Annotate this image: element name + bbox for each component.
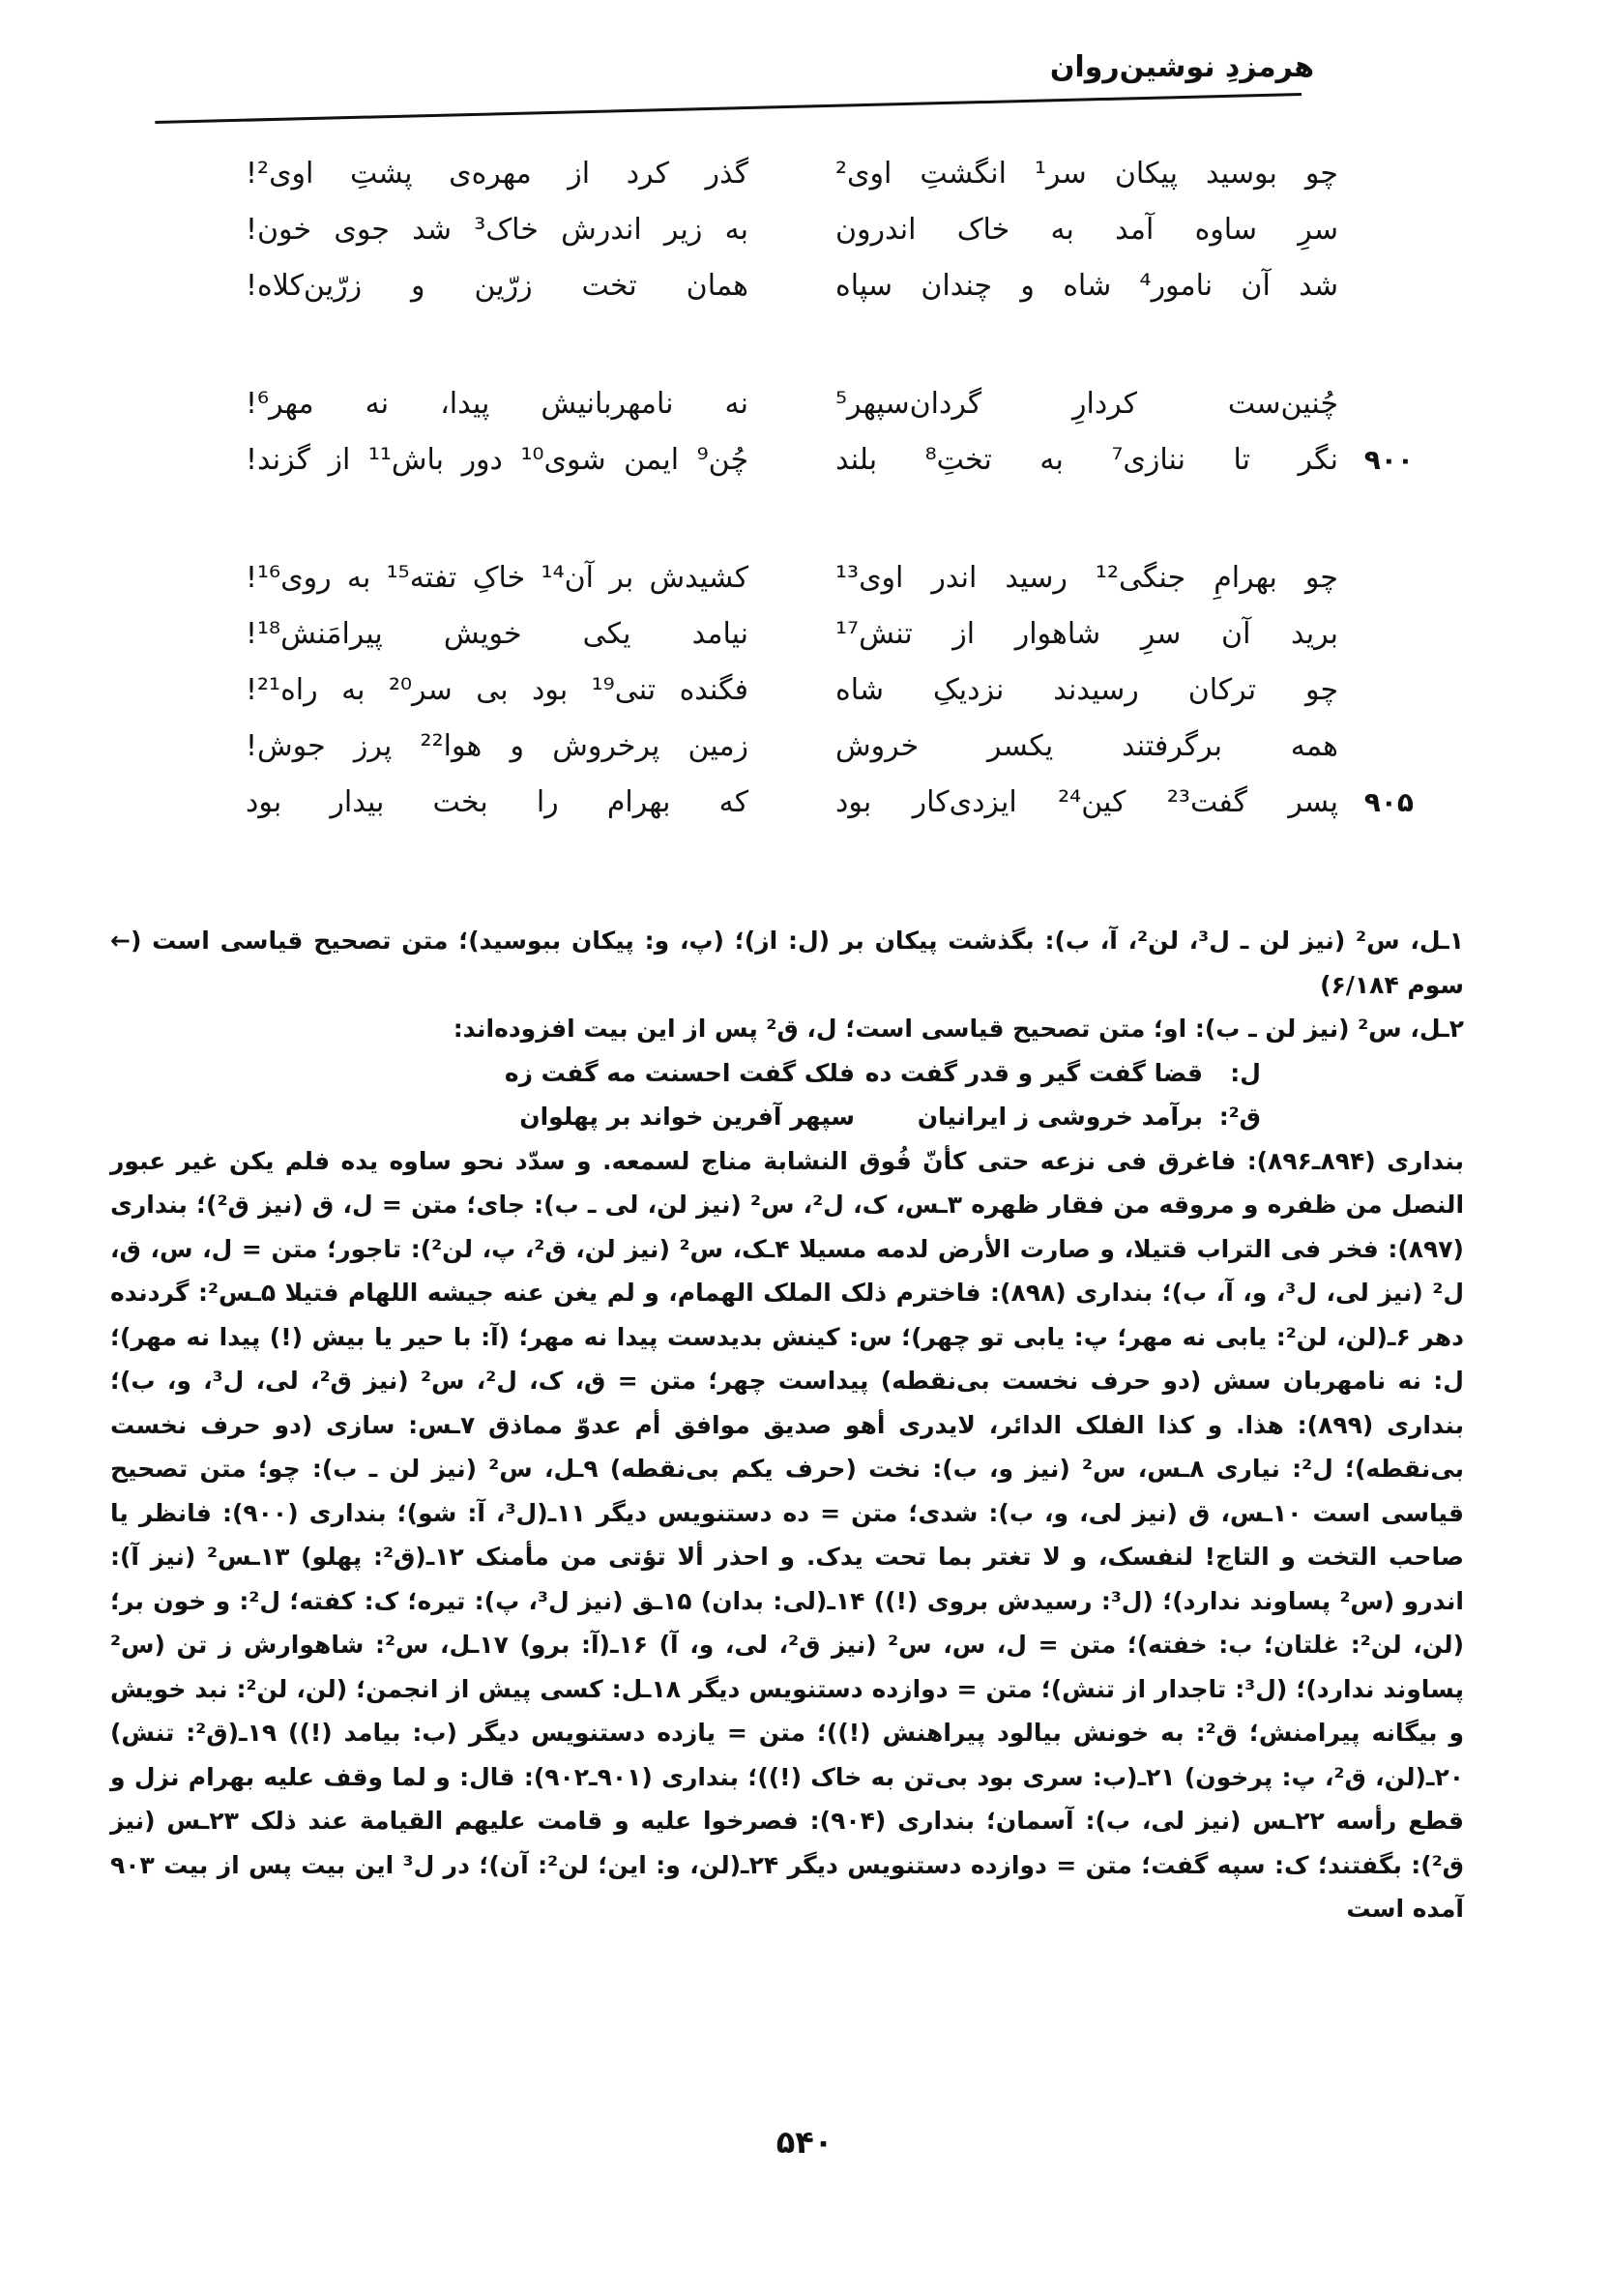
manuscript-siglum: ل: [1230,1058,1261,1087]
beyt [246,375,1338,431]
beyt [246,201,1338,257]
beyt [246,774,1414,830]
beyt-number: ۹۰۵ [1363,785,1414,818]
page-number: ۵۴۰ [775,2124,834,2161]
beyt-number: ۹۰۰ [1363,443,1414,476]
hemistich-second: به زیر اندرش خاک³ شد جوی خون! [246,212,748,247]
beyt [246,145,1338,201]
header-rule [155,93,1302,124]
stanza [246,145,1338,313]
quoted-hemistich-first: برآمد خروشی ز ایرانیان [917,1103,1203,1131]
footnote-1: ۱ـل، س² (نیز لن ـ ل³، لن²، آ، ب): بگذشت پیکان بر (ل: از)؛ (پ، و: پیکان ببوسید)؛ متن تصحیح قیاسی است (← سوم ۶/۱۸۴) [110,927,1464,999]
stanza [246,375,1414,487]
running-title: هرمزدِ نوشین‌روان [1049,50,1314,84]
hemistich-second: زمین پرخروش و هوا²² پرز جوش! [246,728,748,763]
hemistich-first: سرِ ساوه آمد به خاک اندرون [835,212,1338,247]
beyt [246,431,1414,487]
hemistich-first: شد آن نامور⁴ شاه و چندان سپاه [835,268,1338,303]
beyt [246,718,1338,774]
quoted-hemistich-second: فلک گفت احسنت مه گفت زه [504,1058,855,1087]
stanza [246,549,1414,830]
hemistich-first: چُنین‌ست کردارِ گردان‌سپهر⁵ [835,386,1338,421]
footnote-2: ۲ـل، س² (نیز لن ـ ب): او؛ متن تصحیح قیاسی است؛ ل، ق² پس از این بیت افزوده‌اند: [453,1015,1464,1043]
quoted-beyt-l [110,1051,1261,1096]
beyt [246,662,1338,718]
hemistich-first: چو بوسید پیکان سر¹ انگشتِ اوی² [835,156,1338,191]
footnotes-body: بنداری (۸۹۴ـ۸۹۶): فاغرق فی نزعه حتی کأنّ فُوق النشابة مناج لسمعه. و سدّد نحو ساوه یده فلم یکن غیر عبور النصل من ظفره و مروقه من فقار ظهره ۳ـس، ک، ل²، س² (نیز لن، لی ـ ب): جای؛ متن = ل، ق (نیز ق²)؛ بنداری (۸۹۷): فخر فی التراب قتیلا، و صارت الأرض لدمه مسیلا ۴ـک، س² (نیز لن، ق²، پ، لن²): تاجور؛ متن = ل، س، ق، ل² (نیز لی، ل³، و، آ، ب)؛ بنداری (۸۹۸): فاخترم ذلک الملک الهمام، و لم یغن عنه جیشه اللهام فتیلا ۵ـس²: گردنده دهر ۶ـ(لن، لن²: یابی نه مهر؛ پ: یابی تو چهر)؛ س: کینش بدیدست پیدا نه مهر؛ (آ: با حیر یا بیش (!) پیدا نه مهر)؛ ل: نه نامهربان سش (دو حرف نخست بی‌نقطه) پیداست چهر؛ متن = ق، ک، ل²، س² (نیز ق²، لی، ل³، و، ب)؛ بنداری (۸۹۹): هذا. و کذا الفلک الدائر، لایدری أهو صدیق موافق أم عدوّ مماذق ۷ـس: سازی (دو حرف نخست بی‌نقطه)؛ ل²: نیاری ۸ـس، س² (نیز و، ب): نخت (حرف یکم بی‌نقطه) ۹ـل، س² (نیز لن ـ ب): چو؛ متن تصحیح قیاسی است ۱۰ـس، ق (نیز لی، و، ب): شدی؛ متن = ده دستنویس دیگر ۱۱ـ(ل³، آ: شو)؛ بنداری (۹۰۰): فانظر یا صاحب التخت و التاج! لنفسک، و لا تغتر بما تحت یدک. و احذر ألا تؤتی من مأمنک ۱۲ـ(ق²: پهلو) ۱۳ـس² (نیز آ): اندرو (س² پساوند ندارد)؛ (ل³: رسیدش بروی (!)) ۱۴ـ(لی: بدان) ۱۵ـق (نیز ل³، پ): تیره؛ ک: کفته؛ ل²: و خون بر؛ (لن، لن²: غلتان؛ ب: خفته)؛ متن = ل، س، س² (نیز ق²، لی، و، آ) ۱۶ـ(آ: برو) ۱۷ـل، س²: شاهوارش ز تن (س² پساوند ندارد)؛ (ل³: تاجدار از تنش)؛ متن = دوازده دستنویس دیگر ۱۸ـل: کسی پیش از انجمن؛ (لن، لن²: نبد خویش و بیگانه پیرامنش؛ ق²: به خونش بیالود پیراهنش (!))؛ متن = یازده دستنویس دیگر (ب: بیامد (!)) ۱۹ـ(ق²: تنش) ۲۰ـ(لن، ق²، پ: پرخون) ۲۱ـ(ب: سری بود بی‌تن به خاک (!))؛ بنداری (۹۰۱ـ۹۰۲): قال: و لما وقف علیه بهرام نزل و قطع رأسه ۲۲ـس (نیز لی، ب): آسمان؛ بنداری (۹۰۴): فصرخوا علیه و قامت علیهم القیامة عند ذلک ۲۳ـس (نیز ق²): بگفتند؛ ک: سپه گفت؛ متن = دوازده دستنویس دیگر ۲۴ـ(لن، و: این؛ لن²: آن)؛ در ل³ این بیت پس از بیت ۹۰۳ آمده است [110,1146,1465,1923]
hemistich-first: نگر تا ننازی⁷ به تختِ⁸ بلند [835,442,1338,477]
manuscript-siglum: ق²: [1218,1103,1261,1131]
hemistich-second: نه نامهربانیش پیدا، نه مهر⁶! [246,386,748,421]
hemistich-first: چو ترکان رسیدند نزدیکِ شاه [835,672,1338,707]
hemistich-second: گذر کرد از مهره‌ی پشتِ اوی²! [246,156,748,191]
hemistich-second: چُن⁹ ایمن شوی¹⁰ دور باش¹¹ از گزند! [246,442,748,477]
verse-block [246,145,1414,892]
hemistich-first: چو بهرامِ جنگی¹² رسید اندر اوی¹³ [835,560,1338,595]
hemistich-second: کشیدش بر آن¹⁴ خاکِ تفته¹⁵ به روی¹⁶! [246,560,748,595]
hemistich-second: همان تخت زرّین و زرّین‌کلاه! [246,268,748,303]
beyt [246,605,1338,662]
hemistich-first: پسر گفت²³ کین²⁴ ایزدی‌کار بود [835,784,1338,819]
hemistich-first: همه برگرفتند یکسر خروش [835,728,1338,763]
quoted-hemistich-second: سپهر آفرین خواند بر پهلوان [519,1103,855,1131]
quoted-hemistich-first: قضا گفت گیر و قدر گفت ده [864,1058,1203,1087]
hemistich-second: نیامد یکی خویش پیرامَنش¹⁸! [246,616,748,651]
quoted-beyt-q2 [110,1095,1261,1139]
footnotes [110,919,1464,1931]
hemistich-second: که بهرام را بخت بیدار بود [246,784,748,819]
hemistich-first: برید آن سرِ شاهوار از تنش¹⁷ [835,616,1338,651]
beyt [246,257,1338,313]
hemistich-second: فگنده تنی¹⁹ بود بی سر²⁰ به راه²¹! [246,672,749,707]
beyt [246,549,1338,605]
